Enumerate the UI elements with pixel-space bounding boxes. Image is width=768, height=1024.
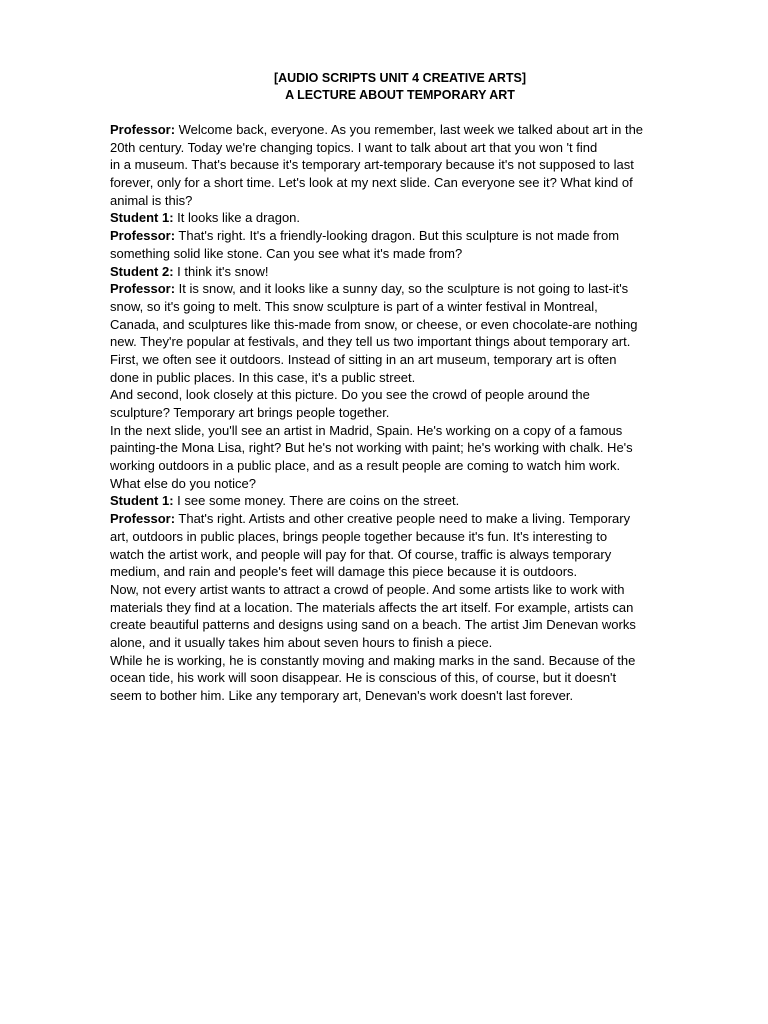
line-text: I think it's snow! (173, 263, 269, 279)
transcript-line (110, 209, 710, 227)
line-text: That's right. It's a friendly-looking dragon. But this sculpture is not made from (175, 228, 620, 244)
line-text: ocean tide, his work will soon disappear. He is conscious of this, of course, but it doesn't (110, 670, 617, 686)
line-text: medium, and rain and people's feet will damage this piece because it is outdoors. (110, 564, 578, 580)
transcript-line (110, 139, 710, 157)
line-text: Canada, and sculptures like this-made from snow, or cheese, or even chocolate-are nothing (110, 316, 638, 332)
transcript-line (110, 475, 710, 493)
speaker-label: Student 2: (110, 263, 174, 279)
transcript-line (110, 280, 710, 298)
document-subtitle: A LECTURE ABOUT TEMPORARY ART (285, 88, 515, 102)
transcript-line (110, 174, 710, 192)
document-title: [AUDIO SCRIPTS UNIT 4 CREATIVE ARTS] (273, 71, 527, 85)
transcript-line (110, 386, 710, 404)
line-text: done in public places. In this case, it's a public street. (110, 369, 416, 385)
line-text: 20th century. Today we're changing topics. I want to talk about art that you won 't find (110, 139, 598, 155)
transcript-line (110, 333, 710, 351)
line-text: working outdoors in a public place, and as a result people are coming to watch him work. (110, 458, 621, 474)
line-text: forever, only for a short time. Let's look at my next slide. Can everyone see it? What kind of (110, 175, 633, 191)
speaker-label: Student 1: (110, 493, 174, 509)
line-text: new. They're popular at festivals, and they tell us two important things about temporary art. (110, 334, 631, 350)
line-text: seem to bother him. Like any temporary art, Denevan's work doesn't last forever. (110, 688, 574, 703)
transcript-line (110, 652, 710, 670)
transcript-line (110, 599, 710, 617)
line-text: What else do you notice? (110, 475, 256, 491)
speaker-label: Professor: (110, 281, 176, 297)
transcript-line (110, 439, 710, 457)
transcript-line (110, 298, 710, 316)
transcript-line (110, 634, 710, 652)
speaker-label: Professor: (110, 122, 176, 137)
speaker-label: Professor: (110, 511, 176, 527)
transcript-line (110, 245, 710, 263)
line-text: It looks like a dragon. (173, 210, 301, 226)
line-text: alone, and it usually takes him about seven hours to finish a piece. (110, 634, 493, 650)
transcript-line (110, 528, 710, 546)
line-text: art, outdoors in public places, brings people together because it's fun. It's interesting to (110, 528, 608, 544)
line-text: Welcome back, everyone. As you remember, last week we talked about art in the (175, 122, 644, 137)
line-text: animal is this? (110, 192, 193, 208)
transcript-line (110, 422, 710, 440)
transcript-line (110, 492, 710, 510)
transcript-line (110, 192, 710, 210)
transcript-line (110, 404, 710, 422)
line-text: In the next slide, you'll see an artist in Madrid, Spain. He's working on a copy of a famous (110, 422, 623, 438)
speaker-label: Student 1: (110, 210, 174, 226)
transcript-line (110, 687, 710, 705)
line-text: something solid like stone. Can you see what it's made from? (110, 245, 463, 261)
transcript-line (110, 616, 710, 634)
line-text: It is snow, and it looks like a sunny day, so the sculpture is not going to last-it's (175, 281, 629, 297)
line-text: I see some money. There are coins on the street. (173, 493, 460, 509)
line-text: First, we often see it outdoors. Instead of sitting in an art museum, temporary art is often (110, 351, 617, 367)
transcript-line (110, 457, 710, 475)
line-text: painting-the Mona Lisa, right? But he's not working with paint; he's working with chalk. He's (110, 440, 633, 456)
transcript-line (110, 669, 710, 687)
transcript-line (110, 121, 710, 139)
transcript-line (110, 316, 710, 334)
line-text: in a museum. That's because it's temporary art-temporary because it's not supposed to last (110, 157, 634, 173)
transcript-line (110, 156, 710, 174)
title-block (0, 70, 768, 104)
transcript-line (110, 563, 710, 581)
transcript-line (110, 351, 710, 369)
line-text: Now, not every artist wants to attract a crowd of people. And some artists like to work with (110, 581, 625, 597)
transcript-line (110, 369, 710, 387)
transcript-line (110, 581, 710, 599)
line-text: And second, look closely at this picture. Do you see the crowd of people around the (110, 387, 590, 403)
line-text: That's right. Artists and other creative people need to make a living. Temporary (175, 511, 631, 527)
line-text: create beautiful patterns and designs using sand on a beach. The artist Jim Denevan works (110, 617, 636, 633)
transcript-body (110, 121, 710, 705)
line-text: snow, so it's going to melt. This snow sculpture is part of a winter festival in Montreal, (110, 298, 598, 314)
speaker-label: Professor: (110, 228, 176, 244)
transcript-line (110, 510, 710, 528)
line-text: sculpture? Temporary art brings people together. (110, 405, 390, 420)
transcript-line (110, 546, 710, 564)
transcript-line (110, 263, 710, 281)
transcript-line (110, 227, 710, 245)
line-text: watch the artist work, and people will pay for that. Of course, traffic is always temporary (110, 546, 612, 562)
line-text: materials they find at a location. The materials affects the art itself. For example, artists can (110, 599, 634, 615)
line-text: While he is working, he is constantly moving and making marks in the sand. Because of the (110, 652, 636, 668)
